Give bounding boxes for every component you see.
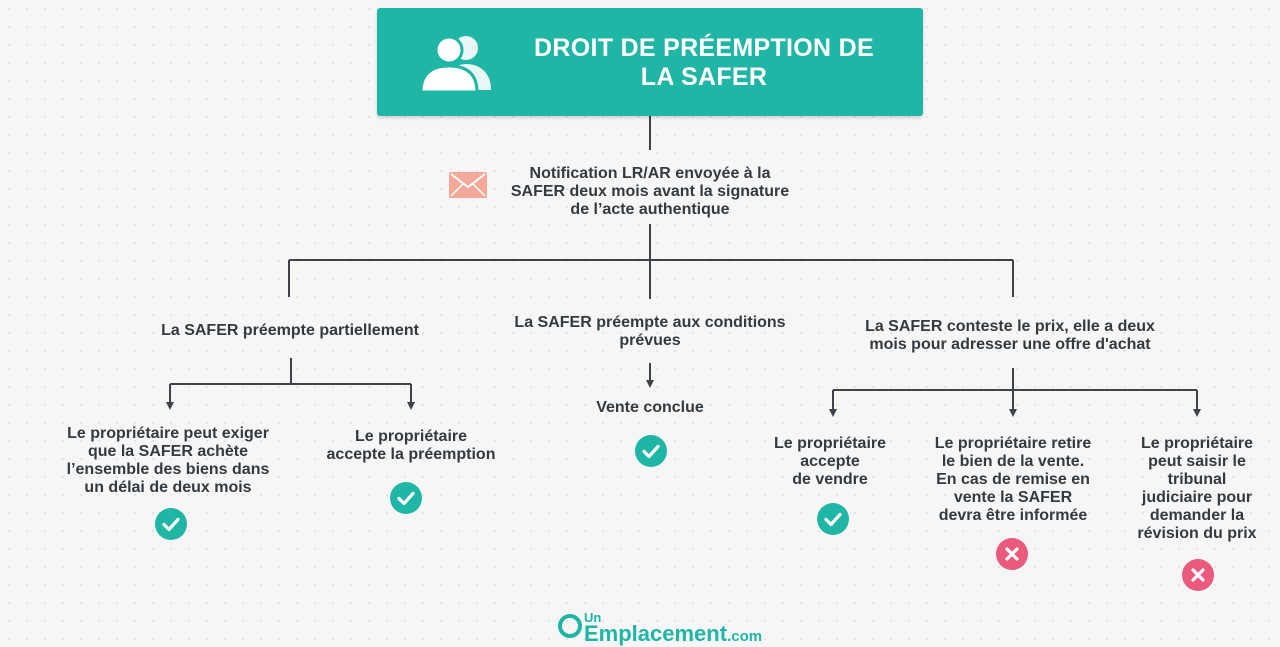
outcome-line: Le propriétaire peut exiger bbox=[67, 425, 269, 442]
outcome-line: Le propriétaire bbox=[354, 428, 468, 445]
title-box bbox=[377, 8, 923, 116]
outcome-b3-tribunal bbox=[1120, 435, 1274, 543]
logo-pin-icon bbox=[558, 614, 582, 638]
notification-line: SAFER deux mois avant la signature bbox=[510, 183, 790, 200]
outcome-line: que la SAFER achète bbox=[87, 443, 249, 460]
outcome-line: peut saisir le bbox=[1148, 453, 1246, 470]
logo-suffix: .com bbox=[727, 628, 763, 645]
outcome-line: révision du prix bbox=[1137, 525, 1257, 542]
outcome-line: de vendre bbox=[792, 471, 868, 488]
check-icon bbox=[155, 508, 187, 540]
brand-logo bbox=[556, 610, 763, 646]
check-icon bbox=[817, 503, 849, 535]
branch-label-line: La SAFER conteste le prix, elle a deux bbox=[865, 318, 1155, 335]
branch-label-conditions bbox=[480, 314, 820, 350]
check-icon bbox=[390, 482, 422, 514]
outcome-line: le bien de la vente. bbox=[941, 453, 1085, 470]
outcome-line: Le propriétaire bbox=[1140, 435, 1254, 452]
cross-icon bbox=[1182, 559, 1214, 591]
outcome-b2-vente bbox=[560, 399, 740, 417]
outcome-line: l’ensemble des biens dans bbox=[66, 461, 270, 478]
page-title bbox=[505, 34, 903, 92]
check-icon bbox=[635, 435, 667, 467]
logo-top-text: Un bbox=[584, 610, 602, 625]
outcome-b3-retire bbox=[913, 435, 1113, 525]
outcome-b1-accepte bbox=[306, 428, 516, 464]
outcome-line: En cas de remise en bbox=[936, 471, 1090, 488]
branch-label-partial bbox=[120, 322, 460, 340]
outcome-line: accepte bbox=[800, 453, 860, 470]
branch-label-line: prévues bbox=[619, 332, 681, 349]
branch-label-contest bbox=[830, 318, 1190, 354]
outcome-line: un délai de deux mois bbox=[84, 479, 252, 496]
outcome-line: judiciaire pour bbox=[1141, 489, 1253, 506]
outcome-line: Le propriétaire retire bbox=[934, 435, 1092, 452]
users-icon bbox=[419, 30, 493, 94]
branch-label-line: La SAFER préempte partiellement bbox=[161, 322, 419, 339]
outcome-line: devra être informée bbox=[938, 507, 1088, 524]
envelope-icon bbox=[449, 172, 487, 198]
outcome-line: demander la bbox=[1149, 507, 1245, 524]
outcome-line: Le propriétaire bbox=[773, 435, 887, 452]
branch-label-line: mois pour adresser une offre d'achat bbox=[869, 336, 1151, 353]
title-line-2: LA SAFER bbox=[640, 63, 768, 91]
outcome-line: tribunal bbox=[1167, 471, 1227, 488]
notification-text bbox=[492, 165, 808, 219]
notification-line: de l’acte authentique bbox=[570, 201, 730, 218]
outcome-b3-accepte bbox=[755, 435, 905, 489]
branch-label-line: La SAFER préempte aux conditions bbox=[514, 314, 786, 331]
title-line-1: DROIT DE PRÉEMPTION DE bbox=[534, 34, 874, 62]
outcome-line: accepte la préemption bbox=[326, 446, 496, 463]
outcome-line: vente la SAFER bbox=[953, 489, 1073, 506]
cross-icon bbox=[996, 538, 1028, 570]
logo-main: Emplacement bbox=[584, 621, 728, 646]
outcome-b1-exiger bbox=[50, 425, 286, 497]
outcome-line: Vente conclue bbox=[596, 399, 704, 416]
logo-main-text bbox=[584, 621, 762, 647]
notification-line: Notification LR/AR envoyée à la bbox=[529, 165, 771, 182]
